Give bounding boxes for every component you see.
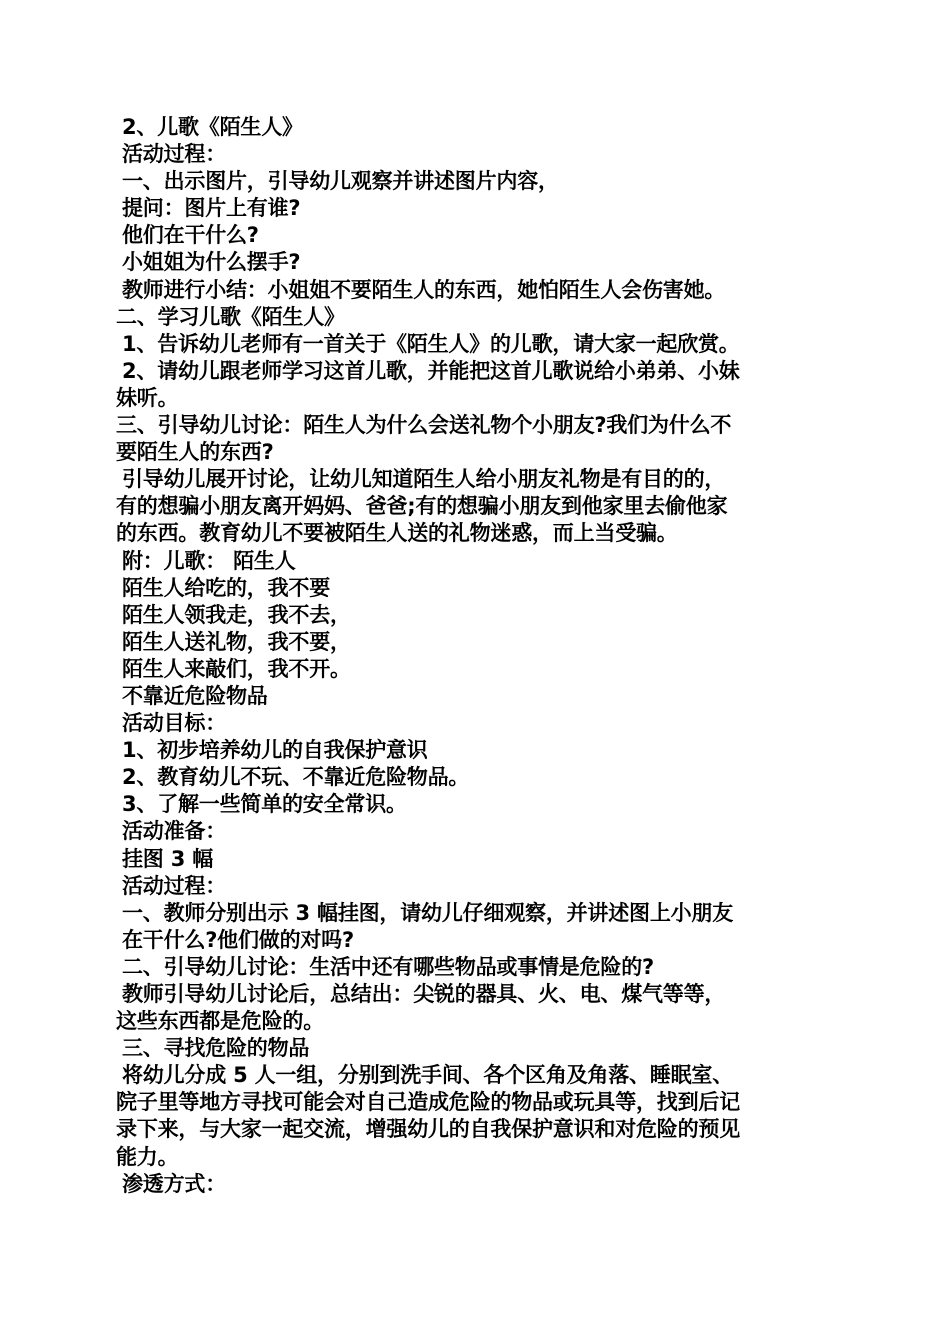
text-line: 渗透方式： — [122, 1171, 226, 1196]
text-line: 陌生人来敲们，我不开。 — [122, 656, 351, 681]
document-body — [116, 114, 836, 1198]
text-line: 将幼儿分成 5 人一组，分别到洗手间、各个区角及角落、睡眠室、 — [122, 1063, 734, 1088]
text-line: 录下来，与大家一起交流，增强幼儿的自我保护意识和对危险的预见 — [116, 1117, 740, 1142]
text-line: 有的想骗小朋友离开妈妈、爸爸;有的想骗小朋友到他家里去偷他家 — [116, 494, 728, 519]
text-line: 附：儿歌： 陌生人 — [122, 548, 296, 573]
text-line: 2、儿歌《陌生人》 — [122, 115, 303, 139]
text-line: 陌生人给吃的，我不要 — [122, 575, 330, 600]
text-line: 陌生人送礼物，我不要， — [122, 629, 351, 654]
text-line: 二、引导幼儿讨论：生活中还有哪些物品或事情是危险的? — [122, 954, 654, 979]
text-line: 活动过程： — [122, 142, 226, 167]
text-line: 引导幼儿展开讨论，让幼儿知道陌生人给小朋友礼物是有目的的， — [122, 467, 726, 492]
text-line: 二、学习儿歌《陌生人》 — [116, 304, 345, 329]
text-line: 这些东西都是危险的。 — [116, 1009, 324, 1034]
text-line: 提问：图片上有谁? — [122, 196, 301, 221]
text-line: 一、出示图片，引导幼儿观察并讲述图片内容， — [122, 169, 559, 194]
text-line: 能力。 — [116, 1144, 179, 1169]
text-line: 三、寻找危险的物品 — [122, 1036, 310, 1061]
text-line: 要陌生人的东西? — [116, 440, 274, 465]
text-line: 小姐姐为什么摆手? — [122, 250, 301, 275]
text-line: 教师引导幼儿讨论后，总结出：尖锐的器具、火、电、煤气等等， — [122, 982, 726, 1006]
text-line: 妹听。 — [116, 385, 179, 410]
text-line: 活动目标： — [122, 711, 226, 736]
text-line: 他们在干什么? — [122, 223, 259, 248]
text-line: 院子里等地方寻找可能会对自己造成危险的物品或玩具等，找到后记 — [116, 1090, 740, 1115]
text-line: 的东西。教育幼儿不要被陌生人送的礼物迷惑，而上当受骗。 — [116, 521, 678, 546]
text-line: 2、教育幼儿不玩、不靠近危险物品。 — [122, 765, 470, 790]
text-line: 教师进行小结：小姐姐不要陌生人的东西，她怕陌生人会伤害她。 — [122, 277, 726, 302]
text-line: 在干什么?他们做的对吗? — [122, 927, 354, 952]
text-line: 3、了解一些简单的安全常识。 — [122, 792, 407, 817]
text-line: 陌生人领我走，我不去， — [122, 602, 351, 627]
text-line: 挂图 3 幅 — [122, 846, 214, 871]
text-line: 活动准备： — [122, 819, 226, 844]
text-line: 1、告诉幼儿老师有一首关于《陌生人》的儿歌，请大家一起欣赏。 — [122, 331, 740, 356]
text-line: 活动过程： — [122, 873, 226, 898]
text-line: 三、引导幼儿讨论：陌生人为什么会送礼物个小朋友?我们为什么不 — [116, 413, 732, 438]
text-line: 1、初步培养幼儿的自我保护意识 — [122, 738, 428, 763]
text-line: 不靠近危险物品 — [122, 683, 268, 708]
text-line: 一、教师分别出示 3 幅挂图，请幼儿仔细观察，并讲述图上小朋友 — [122, 900, 734, 925]
text-line: 2、请幼儿跟老师学习这首儿歌，并能把这首儿歌说给小弟弟、小妹 — [122, 358, 740, 383]
